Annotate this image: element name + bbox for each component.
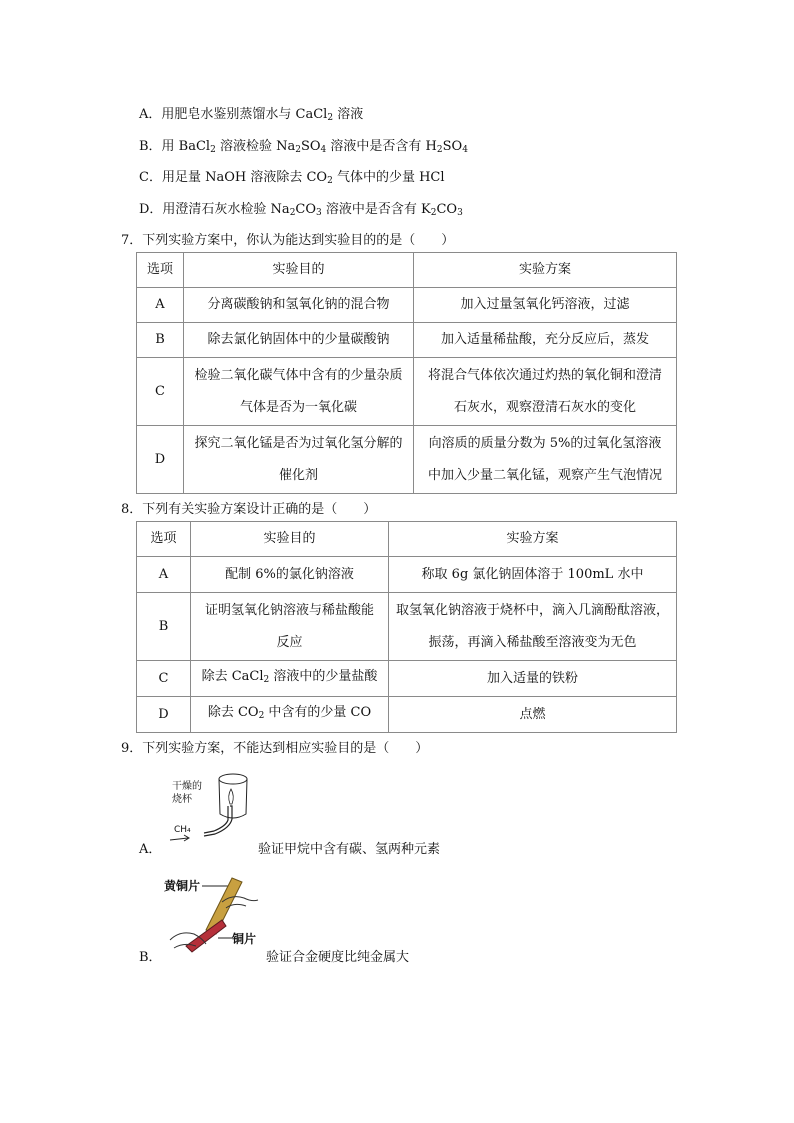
cell-goal: 证明氢氧化钠溶液与稀盐酸能 反应 — [191, 593, 389, 661]
cell-option: B — [137, 323, 184, 358]
q6-option-b: B．用 BaCl$_2$ 溶液检验 $Na_2SO_4$ 溶液中是否含有 $H_2SO_4$ — [139, 139, 468, 155]
cell-plan: 将混合气体依次通过灼热的氧化铜和澄清 石灰水，观察澄清石灰水的变化 — [414, 358, 677, 426]
q9-option-b-label: B． — [139, 950, 162, 965]
q7-stem: 7．下列实验方案中，你认为能达到实验目的的是（ ） — [121, 233, 455, 248]
cell-option: C — [137, 358, 184, 426]
cell-plan: 取氢氧化钠溶液于烧杯中，滴入几滴酚酞溶液， 振荡，再滴入稀盐酸至溶液变为无色 — [389, 593, 677, 661]
table-row — [137, 661, 677, 697]
figure-label-beaker: 烧杯 — [172, 794, 192, 805]
figure-label-copper: 铜片 — [232, 932, 257, 946]
cell-plan: 称取 6g 氯化钠固体溶于 100mL 水中 — [389, 557, 677, 593]
q6-option-d: D．用澄清石灰水检验 $Na_2CO_3$ 溶液中是否含有 $K_2CO_3$ — [139, 202, 463, 218]
cell-option: A — [137, 557, 191, 593]
cell-goal: 探究二氧化锰是否为过氧化氢分解的 催化剂 — [184, 426, 414, 494]
cell-option: A — [137, 288, 184, 323]
table-row — [137, 426, 677, 494]
header-goal: 实验目的 — [184, 253, 414, 288]
q8-table — [136, 521, 677, 733]
q9-option-a-label: A． — [139, 842, 162, 857]
q7-table — [136, 252, 677, 494]
header-plan: 实验方案 — [389, 522, 677, 557]
cell-goal: 除去氯化钠固体中的少量碳酸钠 — [184, 323, 414, 358]
q9-stem: 9．下列实验方案，不能达到相应实验目的是（ ） — [121, 741, 429, 756]
table-header-row — [137, 253, 677, 288]
header-option: 选项 — [137, 253, 184, 288]
q8-stem: 8．下列有关实验方案设计正确的是（ ） — [121, 502, 377, 517]
cell-goal: 检验二氧化碳气体中含有的少量杂质 气体是否为一氧化碳 — [184, 358, 414, 426]
q6-option-a: A．用肥皂水鉴别蒸馏水与 CaCl$_2$ 溶液 — [139, 107, 364, 123]
header-plan: 实验方案 — [414, 253, 677, 288]
beaker-top — [219, 774, 247, 784]
cell-goal: 配制 6%的氯化钠溶液 — [191, 557, 389, 593]
table-header-row — [137, 522, 677, 557]
cell-option: B — [137, 593, 191, 661]
alloy-scratch-figure — [162, 872, 262, 962]
header-goal: 实验目的 — [191, 522, 389, 557]
cell-plan: 加入适量稀盐酸，充分反应后，蒸发 — [414, 323, 677, 358]
cell-option: C — [137, 661, 191, 697]
table-row — [137, 593, 677, 661]
q6-option-c: C．用足量 NaOH 溶液除去 $CO_2$ 气体中的少量 HCl — [139, 170, 445, 186]
beaker-methane-figure — [160, 764, 260, 849]
figure-label-ch4: CH₄ — [174, 825, 191, 835]
table-row — [137, 288, 677, 323]
table-row — [137, 697, 677, 733]
copper-strip — [186, 920, 226, 952]
cell-plan: 加入过量氢氧化钙溶液，过滤 — [414, 288, 677, 323]
cell-plan: 点燃 — [389, 697, 677, 733]
cell-goal: 分离碳酸钠和氢氧化钠的混合物 — [184, 288, 414, 323]
q9-option-b-text: 验证合金硬度比纯金属大 — [266, 950, 410, 965]
header-option: 选项 — [137, 522, 191, 557]
table-row — [137, 557, 677, 593]
figure-label-brass: 黄铜片 — [164, 879, 201, 893]
q9-option-a-text: 验证甲烷中含有碳、氢两种元素 — [258, 842, 441, 857]
cell-plan: 加入适量的铁粉 — [389, 661, 677, 697]
cell-plan: 向溶质的质量分数为 5%的过氧化氢溶液 中加入少量二氧化锰，观察产生气泡情况 — [414, 426, 677, 494]
table-row — [137, 323, 677, 358]
table-row — [137, 358, 677, 426]
flame — [229, 789, 234, 804]
cell-option: D — [137, 426, 184, 494]
cell-goal: 除去 CaCl$_2$ 溶液中的少量盐酸 — [191, 661, 389, 697]
figure-label-dry: 干燥的 — [172, 781, 202, 792]
cell-option: D — [137, 697, 191, 733]
cell-goal: 除去 $CO_2$ 中含有的少量 CO — [191, 697, 389, 733]
